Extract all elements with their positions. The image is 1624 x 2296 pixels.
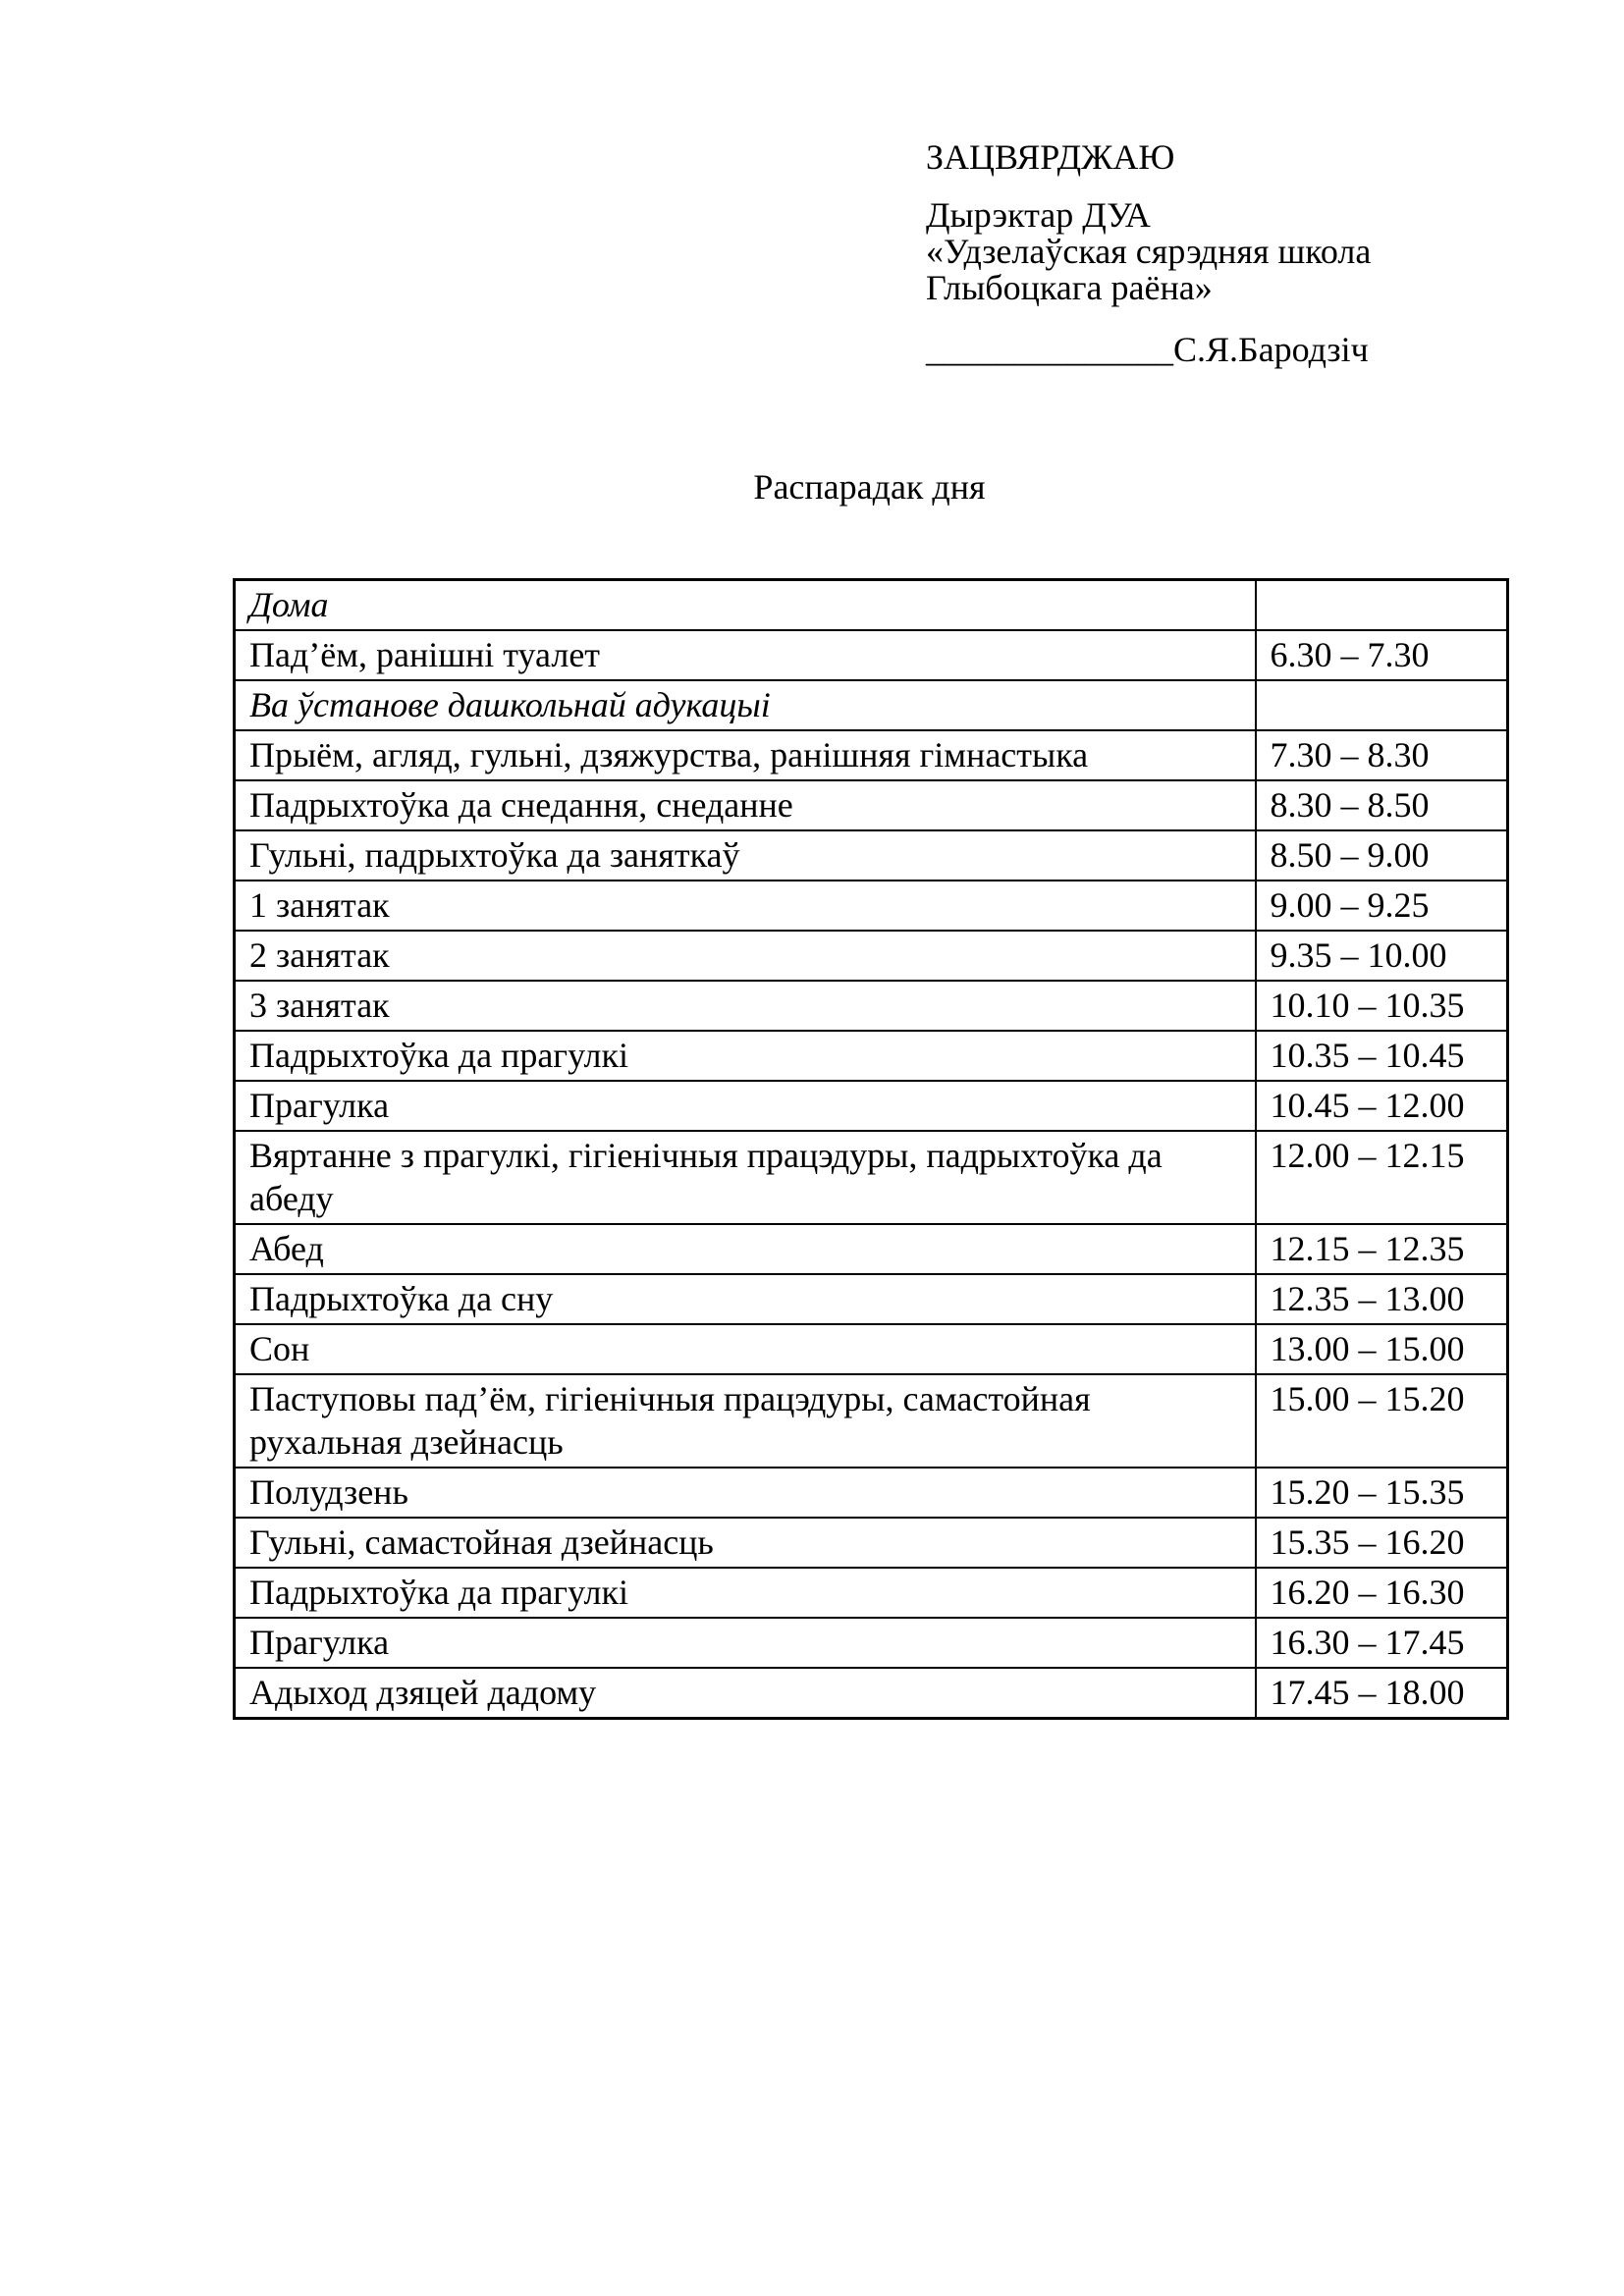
activity-cell: Полудзень xyxy=(235,1468,1256,1518)
schedule-row xyxy=(235,1668,1508,1719)
time-cell: 15.00 – 15.20 xyxy=(1256,1374,1508,1468)
schedule-row xyxy=(235,580,1508,631)
signature-underline: ______________ xyxy=(926,330,1173,369)
schedule-table xyxy=(233,578,1509,1720)
activity-cell: Пад’ём, ранішні туалет xyxy=(235,630,1256,680)
time-cell: 10.45 – 12.00 xyxy=(1256,1081,1508,1131)
time-cell: 16.30 – 17.45 xyxy=(1256,1618,1508,1668)
schedule-row xyxy=(235,1618,1508,1668)
school-name-line1: «Удзелаўская сярэдняя школа xyxy=(926,232,1372,271)
time-cell: 15.20 – 15.35 xyxy=(1256,1468,1508,1518)
time-cell: 8.50 – 9.00 xyxy=(1256,830,1508,881)
activity-cell: 2 занятак xyxy=(235,931,1256,981)
document-content xyxy=(233,0,1506,1720)
schedule-row xyxy=(235,881,1508,931)
schedule-row xyxy=(235,1374,1508,1468)
schedule-row xyxy=(235,1031,1508,1081)
schedule-row xyxy=(235,981,1508,1031)
page-title: Распарадак дня xyxy=(753,467,986,507)
schedule-row xyxy=(235,1274,1508,1324)
schedule-row xyxy=(235,1518,1508,1568)
activity-cell: Прагулка xyxy=(235,1081,1256,1131)
time-cell xyxy=(1256,680,1508,730)
time-cell: 17.45 – 18.00 xyxy=(1256,1668,1508,1719)
time-cell: 15.35 – 16.20 xyxy=(1256,1518,1508,1568)
time-cell: 9.00 – 9.25 xyxy=(1256,881,1508,931)
signature-line xyxy=(926,332,1506,368)
activity-cell: 3 занятак xyxy=(235,981,1256,1031)
activity-cell: Падрыхтоўка да прагулкі xyxy=(235,1568,1256,1618)
schedule-row xyxy=(235,1568,1508,1618)
schedule-row xyxy=(235,730,1508,780)
activity-cell: Абед xyxy=(235,1224,1256,1274)
activity-cell: Гульні, падрыхтоўка да заняткаў xyxy=(235,830,1256,881)
schedule-row xyxy=(235,1468,1508,1518)
schedule-row xyxy=(235,1081,1508,1131)
approval-stamp-label: ЗАЦВЯРДЖАЮ xyxy=(926,137,1175,177)
activity-cell: Ва ўстанове дашкольнай адукацыі xyxy=(235,680,1256,730)
activity-cell: Паступовы пад’ём, гігіенічныя працэдуры, самастойная рухальная дзейнасць xyxy=(235,1374,1256,1468)
schedule-row xyxy=(235,1324,1508,1374)
activity-cell: Падрыхтоўка да сну xyxy=(235,1274,1256,1324)
activity-cell: Гульні, самастойная дзейнасць xyxy=(235,1518,1256,1568)
activity-cell: Прагулка xyxy=(235,1618,1256,1668)
time-cell: 7.30 – 8.30 xyxy=(1256,730,1508,780)
schedule-row xyxy=(235,680,1508,730)
time-cell: 10.35 – 10.45 xyxy=(1256,1031,1508,1081)
schedule-row xyxy=(235,931,1508,981)
schedule-row xyxy=(235,830,1508,881)
activity-cell: Дома xyxy=(235,580,1256,631)
schedule-table-body xyxy=(235,580,1508,1719)
time-cell: 12.15 – 12.35 xyxy=(1256,1224,1508,1274)
activity-cell: Падрыхтоўка да прагулкі xyxy=(235,1031,1256,1081)
time-cell: 12.35 – 13.00 xyxy=(1256,1274,1508,1324)
director-line: Дырэктар ДУА xyxy=(926,195,1151,235)
activity-cell: Падрыхтоўка да снедання, снеданне xyxy=(235,780,1256,830)
school-name-line2: Глыбоцкага раёна» xyxy=(926,268,1213,307)
signature-name: С.Я.Бародзіч xyxy=(1173,330,1369,369)
time-cell: 16.20 – 16.30 xyxy=(1256,1568,1508,1618)
time-cell xyxy=(1256,580,1508,631)
schedule-row xyxy=(235,630,1508,680)
schedule-row xyxy=(235,1224,1508,1274)
activity-cell: 1 занятак xyxy=(235,881,1256,931)
activity-cell: Прыём, агляд, гульні, дзяжурства, ранішняя гімнастыка xyxy=(235,730,1256,780)
schedule-row xyxy=(235,1131,1508,1224)
time-cell: 8.30 – 8.50 xyxy=(1256,780,1508,830)
time-cell: 12.00 – 12.15 xyxy=(1256,1131,1508,1224)
approval-block xyxy=(926,0,1506,368)
activity-cell: Адыход дзяцей дадому xyxy=(235,1668,1256,1719)
activity-cell: Вяртанне з прагулкі, гігіенічныя працэдуры, падрыхтоўка да абеду xyxy=(235,1131,1256,1224)
time-cell: 10.10 – 10.35 xyxy=(1256,981,1508,1031)
schedule-row xyxy=(235,780,1508,830)
time-cell: 9.35 – 10.00 xyxy=(1256,931,1508,981)
time-cell: 6.30 – 7.30 xyxy=(1256,630,1508,680)
time-cell: 13.00 – 15.00 xyxy=(1256,1324,1508,1374)
activity-cell: Сон xyxy=(235,1324,1256,1374)
